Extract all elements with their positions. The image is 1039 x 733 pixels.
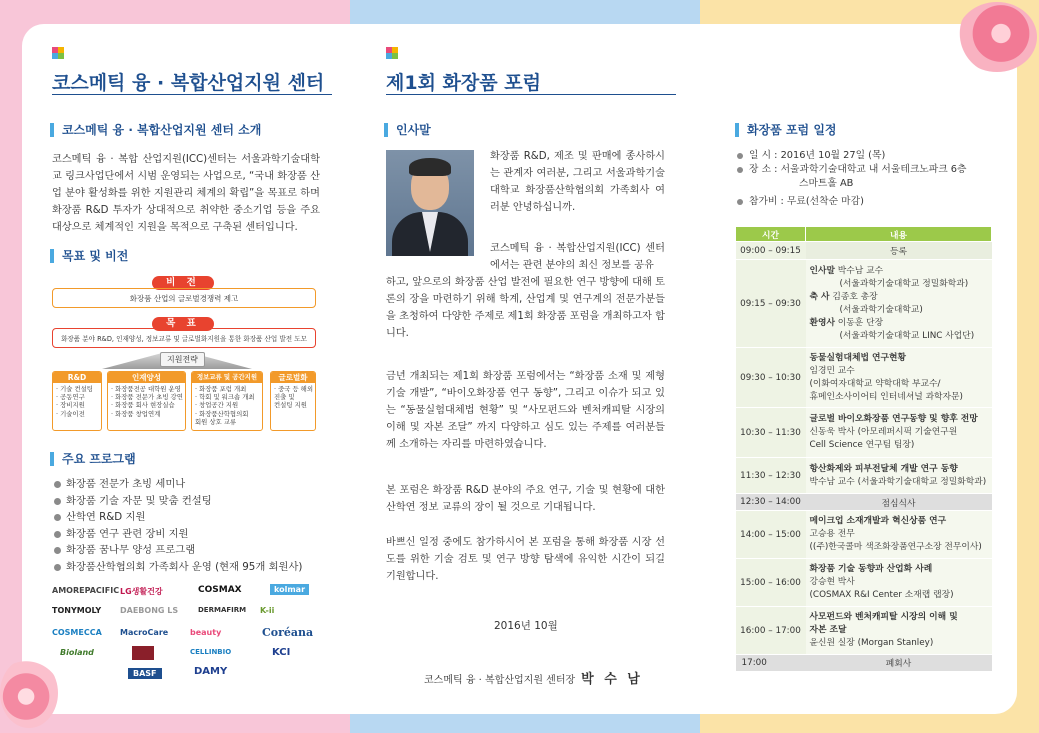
speaker-name: 이동훈 단장	[837, 317, 884, 328]
greeting-paragraph: 화장품 R&D, 제조 및 판매에 종사하시는 관계자 여러분, 그리고 서울과학기술대학교 화장품산학협의회 가족회사 여러분 안녕하십니까.	[490, 151, 665, 213]
intro-text: 코스메틱 융 · 복합 산업지원(ICC)센터는 서울과학기술대학교 링크사업단에서 시범 운영되는 사업으로, “국내 화장품 산업 분야 활성화를 위한 지원관리 체계의 확립”을 목표로 하며 화장품 R&D 투자가 상대적으로 취약한 중소기업 등을 주요 대상으로 체계적인 지원을 목적으로 구축된 센터입니다.	[52, 154, 320, 233]
table-row	[736, 458, 992, 494]
table-row	[736, 260, 992, 348]
signature	[424, 668, 643, 687]
strategy-column-body	[53, 383, 101, 420]
session-line: 고승용 전무	[809, 529, 855, 539]
time-cell: 09:30 – 10:30	[736, 348, 806, 408]
partner-logo: TONYMOLY	[52, 606, 102, 615]
table-row	[736, 408, 992, 458]
event-fee: 참가비 : 무료(선착순 마감)	[735, 195, 967, 209]
strategy-item: · 화장품 포럼 개최	[195, 385, 247, 393]
time-cell: 09:15 – 09:30	[736, 260, 806, 348]
strategy-item: 진출 및	[274, 393, 295, 402]
signature-name: 박 수 남	[581, 672, 643, 687]
greeting-date: 2016년 10월	[494, 620, 558, 632]
programs-list	[52, 476, 302, 575]
list-item: 화장품 전문가 초빙 세미나	[52, 476, 302, 493]
time-cell: 09:00 – 09:15	[736, 242, 806, 260]
session-title: 글로벌 바이오화장품 연구동향 및 향후 전망	[809, 414, 978, 424]
left-panel-title: 코스메틱 융 · 복합산업지원 센터	[52, 72, 325, 94]
session-line: (COSMAX R&I Center 소재랩 랩장)	[809, 590, 954, 600]
session-line: 임경민 교수	[809, 365, 855, 376]
vision-label: 비 전	[152, 276, 214, 290]
greeting-heading: 인사말	[384, 123, 431, 137]
strategy-item: · 학회 및 워크숍 개최	[195, 393, 255, 402]
strategy-item: · 화장품 전문가 초빙 강연	[111, 393, 183, 402]
content-cell	[806, 458, 992, 494]
programs-heading: 주요 프로그램	[50, 452, 136, 466]
session-title: 자본 조달	[809, 625, 847, 635]
list-item: 화장품 기술 자문 및 맞춤 컨설팅	[52, 493, 302, 510]
speaker-name: 김종호 총장	[832, 291, 878, 302]
time-cell: 11:30 – 12:30	[736, 458, 806, 494]
table-row	[736, 511, 992, 559]
table-row	[736, 348, 992, 408]
time-cell: 14:00 – 15:00	[736, 511, 806, 559]
content-cell: 등록	[806, 242, 992, 260]
table-row	[736, 607, 992, 655]
photo-hair	[409, 158, 451, 176]
goal-label: 목 표	[152, 317, 214, 331]
strategy-column	[107, 371, 186, 431]
partner-logo: LG생활건강	[120, 587, 163, 596]
content-cell: 폐회사	[806, 655, 992, 671]
greeting-paragraph: 하고, 앞으로의 화장품 산업 발전에 필요한 연구 방향에 대해 토론의 장을 마련하기 위해 학계, 산업계 및 연구계의 전문가분들을 초청하여 다양한 주제로 제1회 화장품 포럼을 개최하고자 합니다.	[386, 277, 665, 339]
color-square-icon	[386, 47, 398, 59]
time-cell: 17:00	[736, 655, 806, 671]
schedule-table	[735, 226, 992, 671]
strategy-column-head: 인재양성	[108, 372, 185, 383]
content-cell	[806, 348, 992, 408]
partner-logo: beauty	[190, 628, 222, 637]
director-photo	[386, 150, 474, 256]
speaker-affiliation: (서울과학기술대학교 LINC 사업단)	[839, 330, 975, 341]
vision-heading: 목표 및 비전	[50, 249, 128, 263]
title-rule	[386, 94, 676, 95]
title-rule	[52, 94, 332, 95]
event-place-line: 장 소 : 서울과학기술대학교 내 서울테크노파크 6층	[749, 164, 967, 175]
session-title: 화장품 기술 동향과 산업화 사례	[809, 564, 933, 574]
role-label: 인사말	[809, 265, 835, 276]
partner-logo: COSMAX	[198, 585, 242, 595]
list-item: 화장품 꿈나무 양성 프로그램	[52, 542, 302, 559]
schedule-heading: 화장품 포럼 일정	[735, 123, 837, 137]
content-cell	[806, 260, 992, 348]
time-cell: 12:30 – 14:00	[736, 494, 806, 511]
time-cell: 15:00 – 16:00	[736, 559, 806, 607]
session-title: 항산화제와 피부전달체 개발 연구 동향	[809, 463, 958, 474]
vision-box: 화장품 산업의 글로벌경쟁력 제고	[52, 288, 316, 308]
event-date: 일 시 : 2016년 10월 27일 (목)	[735, 149, 967, 163]
signature-title: 코스메틱 융 · 복합산업지원 센터장	[424, 675, 576, 686]
strategy-item: 회원 상호 교류	[195, 417, 237, 426]
table-header-time: 시간	[736, 227, 806, 242]
strategy-item: 컨설팅 지원	[274, 401, 307, 410]
partner-logo: BASF	[128, 668, 162, 679]
greeting-paragraph: 바쁘신 일정 중에도 참가하시어 본 포럼을 통해 화장품 시장 선도를 위한 기술 검토 및 연구 방향 탐색에 유익한 시간이 되길 기원합니다.	[386, 537, 665, 582]
session-line: 강승현 박사	[809, 577, 855, 587]
list-item: 산학연 R&D 지원	[52, 509, 302, 526]
event-place	[735, 163, 967, 191]
speaker-affiliation: (서울과학기술대학교)	[839, 304, 923, 315]
event-info	[735, 149, 967, 209]
time-cell: 16:00 – 17:00	[736, 607, 806, 655]
greeting-paragraph: 코스메틱 융 · 복합산업지원(ICC) 센터에서는 관련 분야의 최신 정보를 공유	[490, 243, 665, 271]
event-place-line: 스마트홀 AB	[799, 178, 854, 189]
speaker-affiliation: (서울과학기술대학교 정밀화학과)	[839, 278, 969, 289]
strategy-item: · 창업공간 지원	[195, 401, 239, 410]
color-square-icon	[52, 47, 64, 59]
session-title: 사모펀드와 벤처캐피탈 시장의 이해 및	[809, 612, 958, 622]
partner-logo: Bioland	[60, 648, 94, 657]
flower-decoration	[957, 2, 1037, 72]
content-cell	[806, 408, 992, 458]
time-cell: 10:30 – 11:30	[736, 408, 806, 458]
session-line: Cell Science 연구팀 팀장)	[809, 440, 915, 450]
strategy-label: 지원전략	[160, 352, 205, 367]
speaker-name: 박수남 교수	[837, 265, 884, 276]
partner-logo: MacroCare	[120, 628, 169, 637]
strategy-column	[191, 371, 263, 431]
role-label: 축 사	[809, 291, 830, 302]
middle-panel-title: 제1회 화장품 포럼	[386, 72, 541, 94]
intro-heading: 코스메틱 융 · 복합산업지원 센터 소개	[50, 123, 261, 137]
session-line: 신동욱 박사 (아모레퍼시픽 기술연구원	[809, 427, 958, 437]
strategy-item: · 공동연구	[56, 393, 85, 402]
strategy-item: · 화장품산학협의회	[195, 409, 249, 418]
table-row	[736, 494, 992, 511]
session-line: (이화여자대학교 약학대학 부교수/	[809, 378, 941, 389]
strategy-item: · 기술이전	[56, 409, 85, 418]
partner-logo: DAMY	[194, 666, 228, 677]
content-cell	[806, 511, 992, 559]
table-header-content: 내용	[806, 227, 992, 242]
table-row	[736, 559, 992, 607]
content-cell	[806, 607, 992, 655]
content-cell: 점심식사	[806, 494, 992, 511]
greeting-paragraph: 본 포럼은 화장품 R&D 분야의 주요 연구, 기술 및 현황에 대한 산학연 정보 교류의 장이 될 것으로 기대됩니다.	[386, 485, 665, 513]
session-line: 휴메인소사이어티 인터네셔널 과학자문)	[809, 391, 963, 402]
partner-logo: CELLINBIO	[190, 648, 232, 656]
strategy-column	[270, 371, 316, 431]
strategy-column-body	[108, 383, 185, 420]
greeting-paragraph: 금년 개최되는 제1회 화장품 포럼에서는 “화장품 소재 및 제형 기술 개발”, “바이오화장품 연구 동향”, 그리고 이슈가 되고 있는 “동물실험대체법 현황” 및 “사모펀드와 벤처캐피탈 시장의 이해 및 자본 조달” 까지 다양하고 심도 있는 주제를 여러분들께 소개하는 자리를 마련하였습니다.	[386, 371, 665, 450]
session-title: 동물실험대체법 연구현황	[809, 352, 907, 363]
session-title: 메이크업 소재개발과 혁신상품 연구	[809, 516, 947, 526]
partner-logo: Coréana	[262, 626, 314, 639]
partner-logo: kolmar	[270, 584, 309, 595]
table-row	[736, 242, 992, 260]
session-line: 박수남 교수 (서울과학기술대학교 정밀화학과)	[809, 476, 987, 487]
strategy-column-head: R&D	[53, 372, 101, 383]
partner-logo: KCI	[272, 647, 291, 658]
partner-logo: DERMAFIRM	[198, 606, 247, 614]
strategy-item: · 화장품 창업연계	[111, 409, 161, 418]
flower-decoration	[0, 658, 58, 728]
partner-logo-image	[132, 646, 154, 660]
list-item: 화장품 연구 관련 장비 지원	[52, 526, 302, 543]
partner-logo: K-ii	[260, 606, 275, 615]
content-cell	[806, 559, 992, 607]
partner-logo: AMOREPACIFIC	[52, 586, 120, 595]
strategy-item: · 장비지원	[56, 401, 85, 410]
strategy-column-body	[192, 383, 262, 428]
role-label: 환영사	[809, 317, 835, 328]
strategy-item: · 화장품 회사 현장실습	[111, 401, 175, 410]
list-item: 화장품산학협의회 가족회사 운영 (현재 95개 회원사)	[52, 559, 302, 576]
session-line: 윤신원 실장 (Morgan Stanley)	[809, 638, 934, 648]
strategy-item: · 화장품전공 대학원 운영	[111, 385, 181, 393]
strategy-column	[52, 371, 102, 431]
session-line: ((주)한국콜마 색조화장품연구소장 전무이사)	[809, 542, 982, 552]
partner-logo: DAEBONG LS	[120, 606, 179, 615]
partner-logo: COSMECCA	[52, 628, 102, 637]
strategy-column-body	[271, 383, 315, 412]
strategy-column-head: 글로벌화	[271, 372, 315, 383]
strategy-item: · 기술 컨설팅	[56, 385, 93, 393]
goal-box: 화장품 분야 R&D, 인재양성, 정보교류 및 글로벌화지원을 통한 화장품 산업 발전 도모	[52, 328, 316, 348]
strategy-column-head: 정보교류 및 공간지원	[192, 372, 262, 383]
strategy-item: · 중국 등 해외	[274, 385, 313, 393]
table-row	[736, 655, 992, 671]
